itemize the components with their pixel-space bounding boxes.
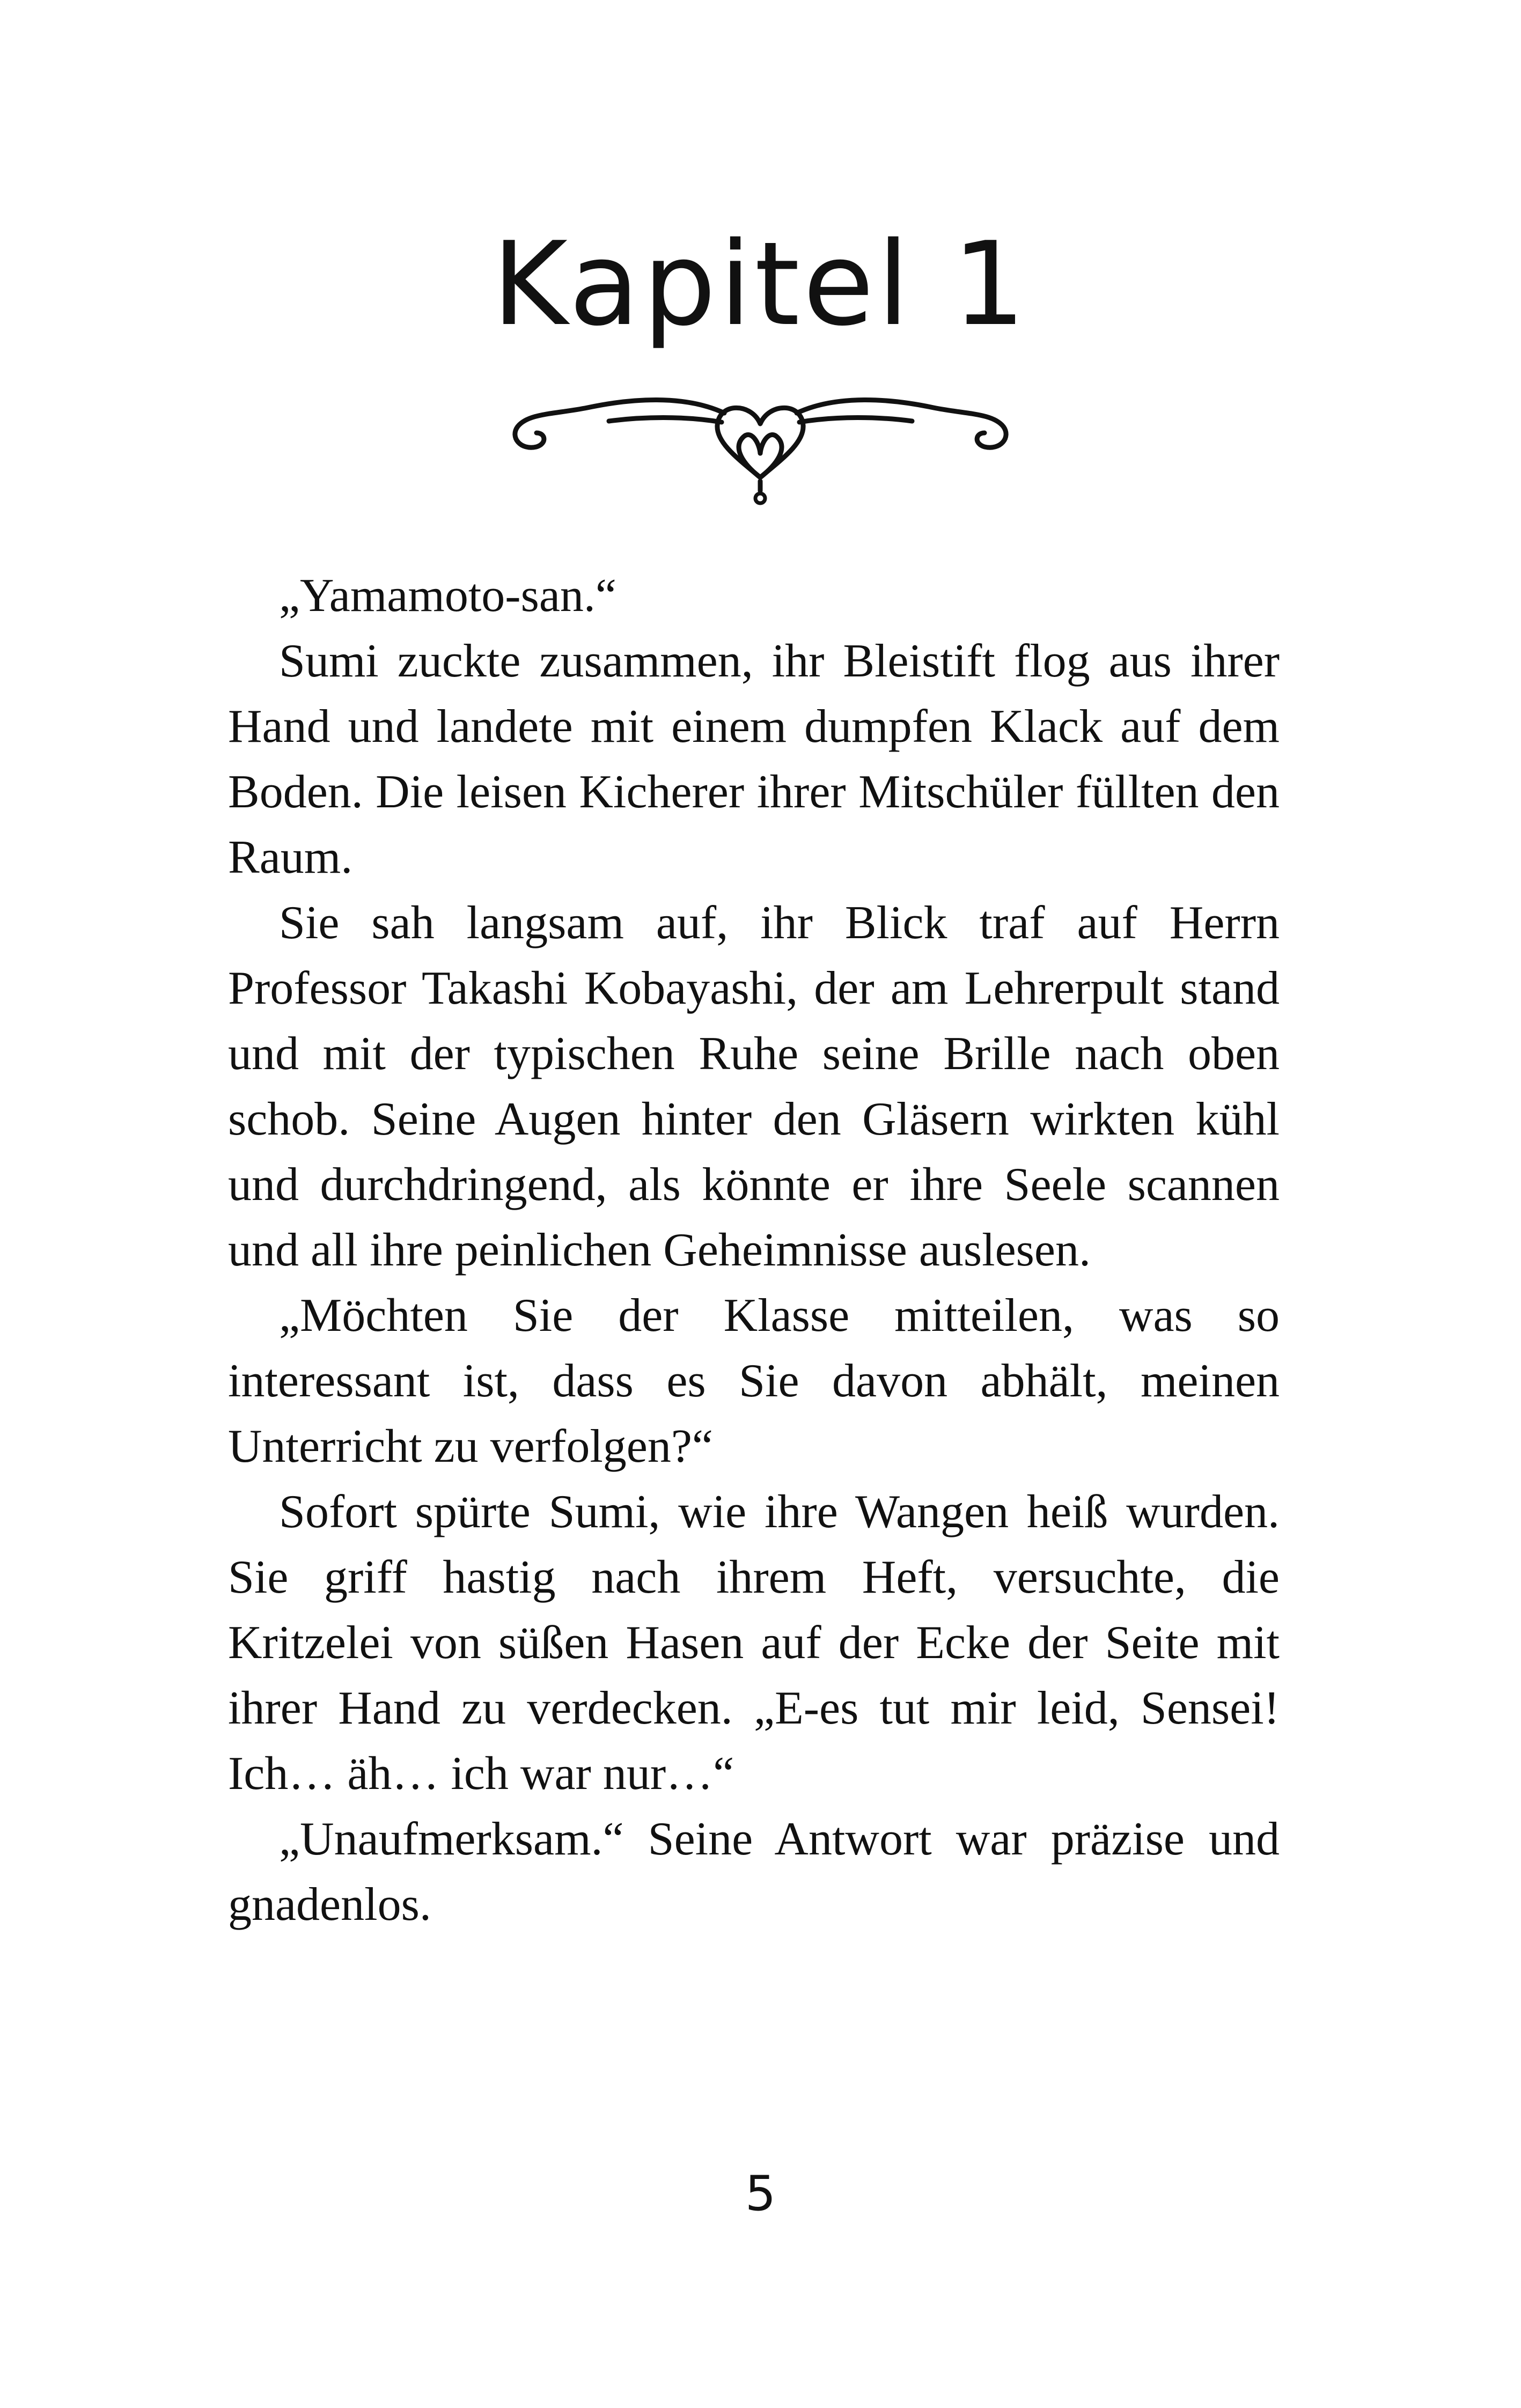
paragraph: Sie sah langsam auf, ihr Blick traf auf Herrn Professor Takashi Kobayashi, der am Lehrerpult stand und mit der typischen Ruhe seine Brille nach oben schob. Seine Augen hinter den Gläsern wirkten kühl und durchdringend, als könnte er ihre Seele scannen und all ihre peinlichen Geheimnisse auslesen. <box>228 897 1280 1276</box>
paragraph: „Möchten Sie der Klasse mitteilen, was so interessant ist, dass es Sie davon abhält, meinen Unterricht zu verfolgen?“ <box>228 1290 1280 1472</box>
paragraph: Sumi zuckte zusammen, ihr Bleistift flog aus ihrer Hand und landete mit einem dumpfen Klack auf dem Boden. Die leisen Kicherer ihrer Mitschüler füllten den Raum. <box>228 635 1280 883</box>
paragraph: „Yamamoto-san.“ <box>279 570 616 622</box>
paragraph: Sofort spürte Sumi, wie ihre Wangen heiß wurden. Sie griff hastig nach ihrem Heft, versuchte, die Kritzelei von süßen Hasen auf der Ecke der Seite mit ihrer Hand zu verdecken. „E-es tut mir leid, Sensei! Ich… äh… ich war nur…“ <box>228 1486 1280 1800</box>
chapter-body <box>228 563 1280 1938</box>
chapter-title: Kapitel 1 <box>492 217 1029 351</box>
heart-scroll-flourish-icon <box>507 384 1014 507</box>
paragraph: „Unaufmerksam.“ Seine Antwort war präzise und gnadenlos. <box>228 1813 1280 1931</box>
page-number: 5 <box>745 2166 776 2222</box>
